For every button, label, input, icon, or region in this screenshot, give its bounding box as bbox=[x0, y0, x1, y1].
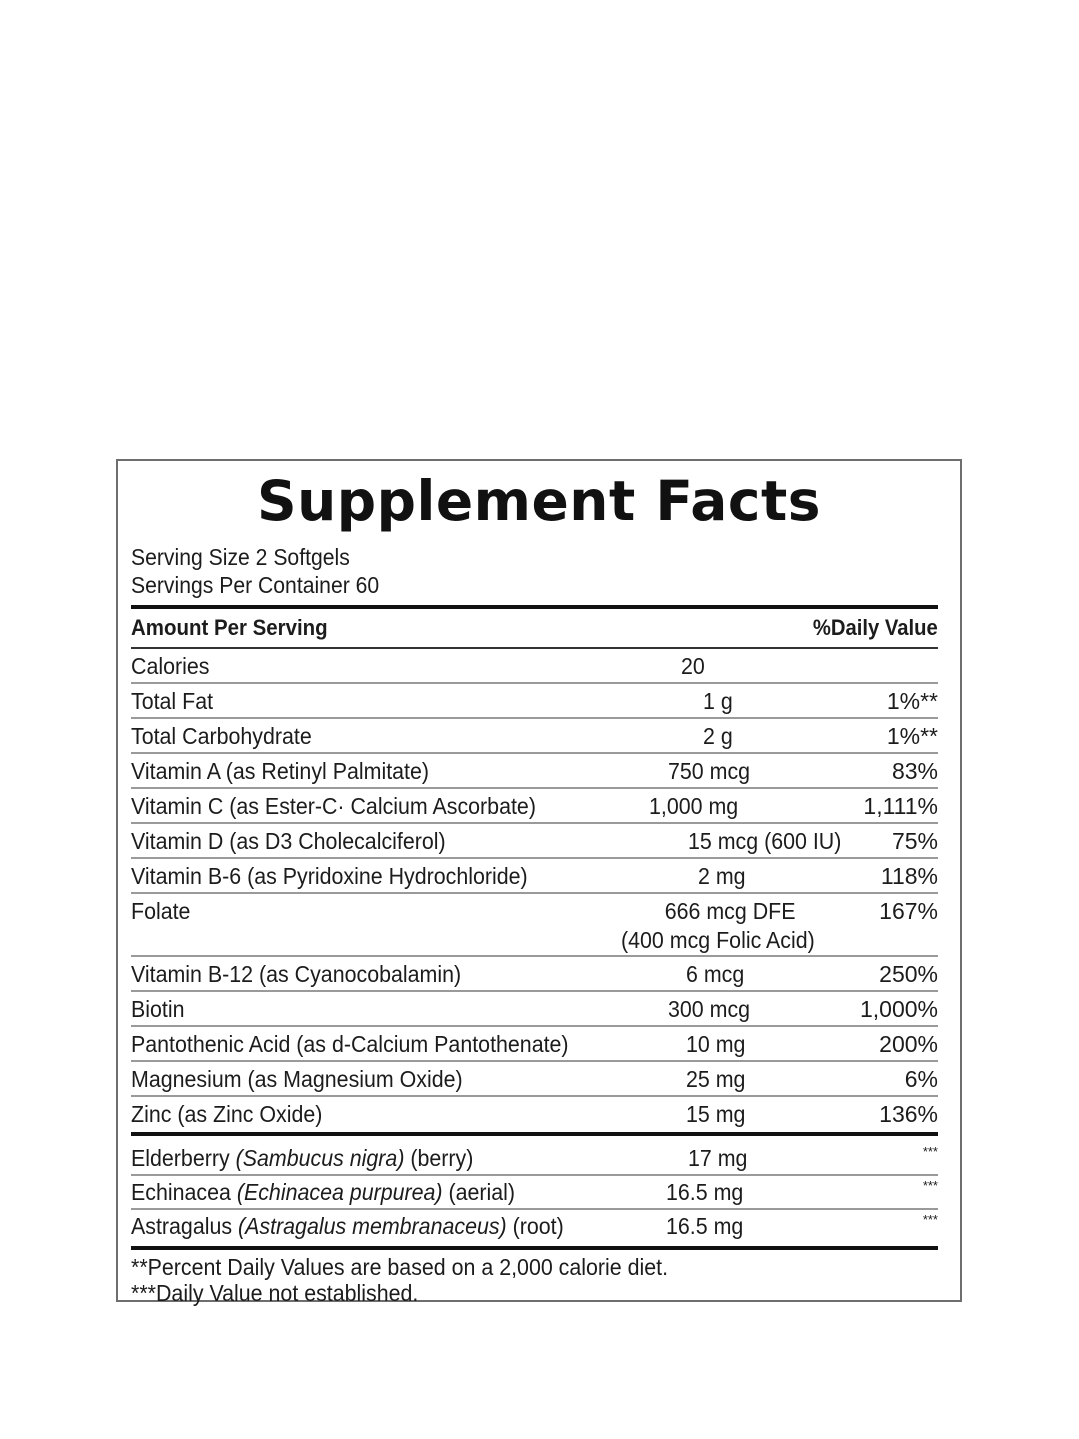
nutrient-amount: 750 mcg bbox=[668, 758, 751, 784]
nutrient-amount: 1,000 mg bbox=[649, 793, 739, 819]
botanical-part: (aerial) bbox=[448, 1179, 516, 1205]
nutrient-name: Vitamin B-12 (as Cyanocobalamin) bbox=[131, 961, 462, 987]
nutrient-row bbox=[131, 1027, 938, 1060]
nutrient-daily-value: 136% bbox=[879, 1101, 938, 1127]
botanical-amount: 16.5 mg bbox=[666, 1213, 744, 1239]
nutrient-daily-value: 167% bbox=[879, 898, 938, 924]
botanical-row bbox=[131, 1176, 938, 1208]
nutrient-amount: 10 mg bbox=[686, 1031, 746, 1057]
nutrient-amount-line2: (400 mcg Folic Acid) bbox=[621, 927, 815, 953]
facts-table bbox=[131, 605, 938, 1306]
botanical-list bbox=[131, 1142, 938, 1242]
botanical-latin-name: (Astragalus membranaceus) bbox=[238, 1213, 507, 1239]
panel-title: Supplement Facts bbox=[257, 469, 821, 533]
nutrient-name: Zinc (as Zinc Oxide) bbox=[131, 1101, 323, 1127]
nutrient-list bbox=[131, 649, 938, 1130]
botanical-name bbox=[131, 1210, 564, 1242]
nutrient-name: Vitamin A (as Retinyl Palmitate) bbox=[131, 758, 430, 784]
nutrient-name: Pantothenic Acid (as d-Calcium Pantothenate) bbox=[131, 1031, 569, 1057]
botanical-part: (root) bbox=[512, 1213, 564, 1239]
botanical-common-name: Elderberry bbox=[131, 1145, 230, 1171]
nutrient-row bbox=[131, 789, 938, 822]
serving-info bbox=[131, 543, 379, 599]
footnote-not-established: ***Daily Value not established. bbox=[131, 1280, 419, 1306]
botanical-daily-value: *** bbox=[922, 1144, 938, 1159]
nutrient-row bbox=[131, 649, 938, 682]
nutrient-row bbox=[131, 859, 938, 892]
botanical-amount: 16.5 mg bbox=[666, 1179, 744, 1205]
nutrient-daily-value: 83% bbox=[891, 758, 938, 784]
nutrient-amount: 15 mcg (600 IU) bbox=[688, 828, 842, 854]
nutrient-row bbox=[131, 1062, 938, 1095]
footnote-daily-values: **Percent Daily Values are based on a 2,000 calorie diet. bbox=[131, 1254, 669, 1280]
botanical-amount: 17 mg bbox=[688, 1145, 748, 1171]
amount-per-serving-header: Amount Per Serving bbox=[131, 615, 328, 640]
nutrient-daily-value: 75% bbox=[891, 828, 938, 854]
botanical-name bbox=[131, 1176, 515, 1208]
thick-divider bbox=[131, 1246, 938, 1250]
nutrient-amount: 25 mg bbox=[686, 1066, 746, 1092]
nutrient-daily-value: 1,111% bbox=[863, 793, 938, 819]
nutrient-row bbox=[131, 1097, 938, 1130]
nutrient-row bbox=[131, 824, 938, 857]
botanical-name bbox=[131, 1142, 473, 1174]
botanical-common-name: Astragalus bbox=[131, 1213, 233, 1239]
nutrient-amount: 1 g bbox=[703, 688, 733, 714]
botanical-daily-value: *** bbox=[922, 1212, 938, 1227]
nutrient-amount: 6 mcg bbox=[686, 961, 745, 987]
nutrient-amount: 20 bbox=[681, 653, 705, 679]
botanical-common-name: Echinacea bbox=[131, 1179, 231, 1205]
nutrient-row bbox=[131, 957, 938, 990]
thick-divider bbox=[131, 1132, 938, 1136]
nutrient-name: Magnesium (as Magnesium Oxide) bbox=[131, 1066, 463, 1092]
nutrient-daily-value: 1%** bbox=[886, 688, 938, 714]
nutrient-amount bbox=[621, 895, 815, 953]
nutrient-amount: 300 mcg bbox=[668, 996, 751, 1022]
nutrient-amount: 2 mg bbox=[698, 863, 746, 889]
nutrient-daily-value: 118% bbox=[880, 863, 938, 889]
nutrient-row bbox=[131, 992, 938, 1025]
nutrient-row bbox=[131, 754, 938, 787]
daily-value-header: %Daily Value bbox=[813, 615, 938, 640]
footnotes bbox=[131, 1254, 882, 1306]
botanical-daily-value: *** bbox=[922, 1178, 938, 1193]
botanical-latin-name: (Echinacea purpurea) bbox=[236, 1179, 443, 1205]
nutrient-name: Vitamin B-6 (as Pyridoxine Hydrochloride) bbox=[131, 863, 528, 889]
nutrient-amount-line1: 666 mcg DFE bbox=[664, 898, 796, 924]
botanical-latin-name: (Sambucus nigra) bbox=[235, 1145, 405, 1171]
nutrient-name: Biotin bbox=[131, 996, 185, 1022]
botanical-row bbox=[131, 1142, 938, 1174]
nutrient-daily-value: 200% bbox=[879, 1031, 938, 1057]
nutrient-amount: 2 g bbox=[703, 723, 733, 749]
nutrient-amount: 15 mg bbox=[686, 1101, 746, 1127]
serving-size: Serving Size 2 Softgels bbox=[131, 544, 350, 570]
nutrient-daily-value: 1,000% bbox=[859, 996, 938, 1022]
nutrient-name: Total Carbohydrate bbox=[131, 723, 312, 749]
nutrient-row bbox=[131, 719, 938, 752]
botanical-row bbox=[131, 1210, 938, 1242]
nutrient-row bbox=[131, 684, 938, 717]
nutrient-name: Total Fat bbox=[131, 688, 214, 714]
botanical-part: (berry) bbox=[410, 1145, 474, 1171]
nutrient-name: Calories bbox=[131, 653, 210, 679]
nutrient-daily-value: 250% bbox=[879, 961, 938, 987]
table-header bbox=[131, 609, 938, 647]
nutrient-name: Vitamin D (as D3 Cholecalciferol) bbox=[131, 828, 446, 854]
servings-per-container: Servings Per Container 60 bbox=[131, 572, 380, 598]
nutrient-name: Folate bbox=[131, 898, 191, 924]
nutrient-daily-value: 6% bbox=[904, 1066, 938, 1092]
nutrient-daily-value: 1%** bbox=[886, 723, 938, 749]
nutrient-row bbox=[131, 894, 938, 955]
supplement-facts-panel bbox=[116, 459, 962, 1306]
nutrient-name: Vitamin C (as Ester-C· Calcium Ascorbate) bbox=[131, 793, 536, 819]
